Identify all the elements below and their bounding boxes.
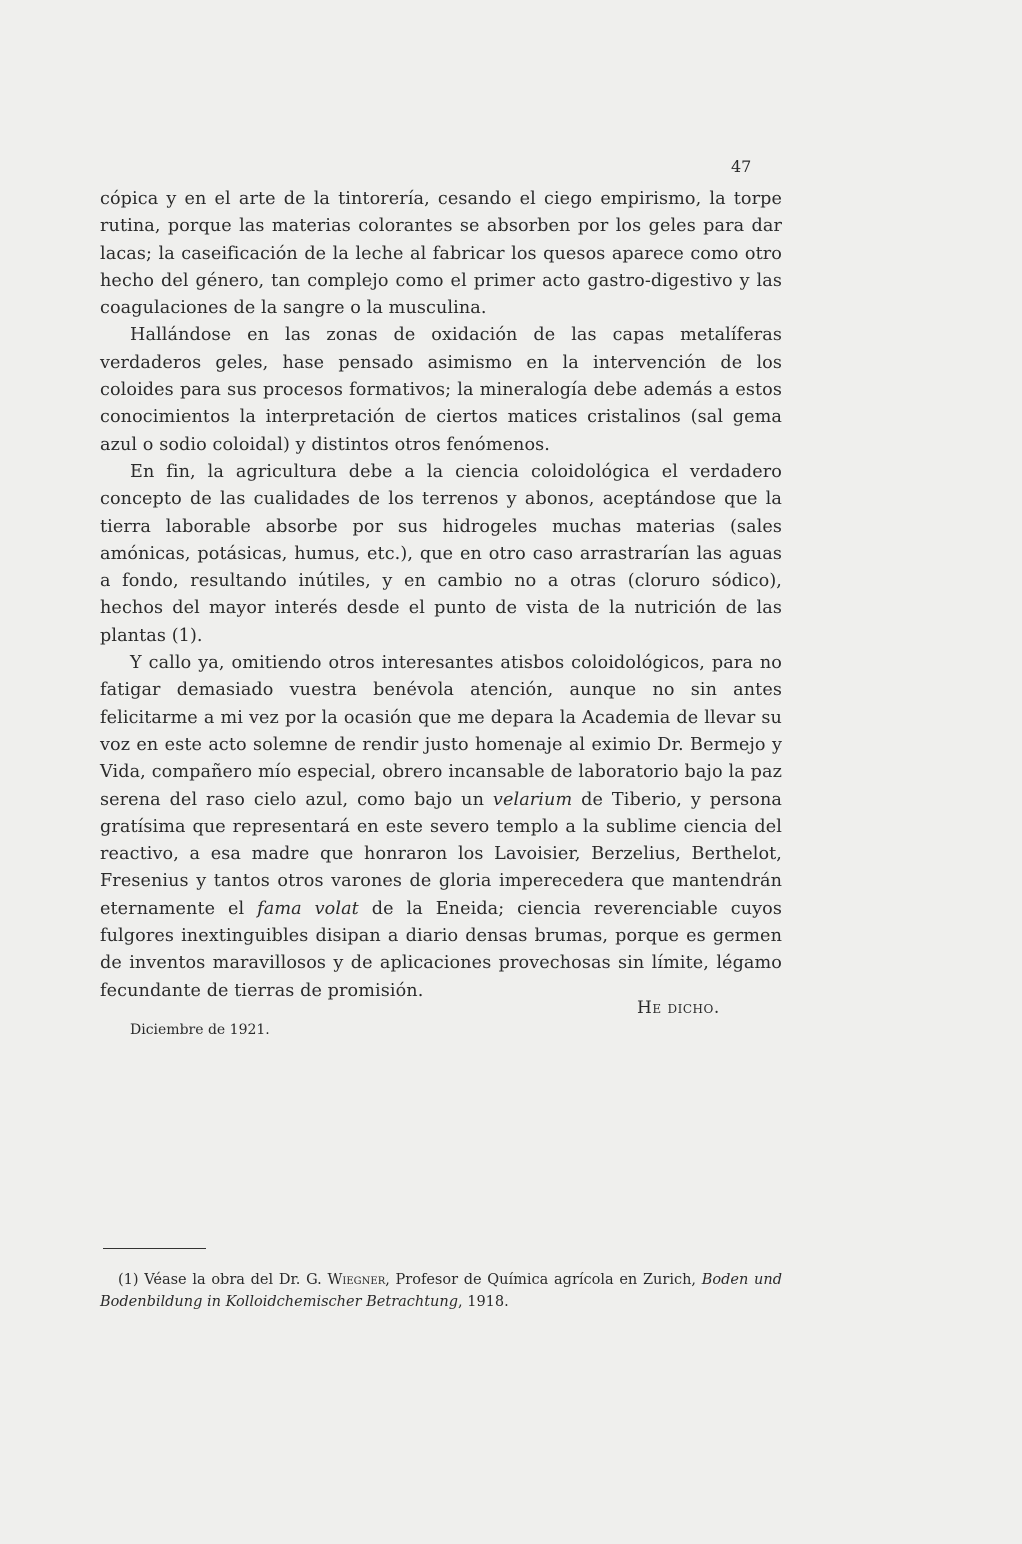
- footnote-author: Wiegner: [327, 1272, 386, 1288]
- footnote-divider: [103, 1248, 206, 1249]
- body-text: [100, 186, 782, 1005]
- page-number: 47: [731, 157, 752, 176]
- signature: He dicho.: [637, 998, 720, 1018]
- paragraph: [100, 650, 782, 1005]
- footnote-book-title: Boden und Bodenbildung in Kolloidchemischer Betrachtung: [100, 1272, 783, 1310]
- date-line: Diciembre de 1921.: [130, 1022, 270, 1038]
- text-run: de la Eneida; ciencia reverenciable cuyos fulgores inextinguibles disipan a diario densas brumas, porque es germen de inventos maravillosos y de aplicaciones provechosas sin límite, légamo fecundante de tierras de promisión.: [100, 898, 782, 1001]
- footnote-mid: , Profesor de Química agrícola en Zurich,: [385, 1272, 702, 1288]
- paragraph: [100, 459, 782, 650]
- paragraph: [100, 186, 782, 322]
- text-run: Hallándose en las zonas de oxidación de las capas metalíferas verdaderos geles, hase pensado asimismo en la intervención de los coloides para sus procesos formativos; la mineralogía debe además a estos conocimientos la interpretación de ciertos matices cristalinos (sal gema azul o sodio coloidal) y distintos otros fenómenos.: [100, 325, 782, 455]
- text-run: de Tiberio, y persona gratísima que representará en este severo templo a la sublime ciencia del reactivo, a esa madre que honraron los Lavoisier, Berzelius, Berthelot, Fresenius y tantos otros varones de gloria imperecedera que mantendrán eternamente el: [100, 789, 782, 919]
- footnote-tail: , 1918.: [458, 1294, 509, 1310]
- footnote-lead: (1) Véase la obra del Dr. G.: [118, 1272, 328, 1288]
- text-run: cópica y en el arte de la tintorería, cesando el ciego empirismo, la torpe rutina, porque las materias colorantes se absorben por los geles para dar lacas; la caseificación de la leche al fabricar los quesos aparece como otro hecho del género, tan complejo como el primer acto gastro-digestivo y las coagulaciones de la sangre o la musculina.: [100, 189, 782, 319]
- footnote: [100, 1269, 782, 1313]
- text-run: En fin, la agricultura debe a la ciencia coloidológica el verdadero concepto de las cualidades de los terrenos y abonos, aceptándose que la tierra laborable absorbe por sus hidrogeles muchas materias (sales amónicas, potásicas, humus, etc.), que en otro caso arrastrarían las aguas a fondo, resultando inútiles, y en cambio no a otras (cloruro sódico), hechos del mayor interés desde el punto de vista de la nutrición de las plantas (1).: [100, 461, 782, 646]
- italic-phrase: fama volat: [257, 898, 359, 919]
- italic-phrase: velarium: [492, 789, 573, 810]
- paragraph: [100, 322, 782, 458]
- text-run: Y callo ya, omitiendo otros interesantes atisbos coloidológicos, para no fatigar demasiado vuestra benévola atención, aunque no sin antes felicitarme a mi vez por la ocasión que me depara la Academia de llevar su voz en este acto solemne de rendir justo homenaje al eximio Dr. Bermejo y Vida, compañero mío especial, obrero incansable de laboratorio bajo la paz serena del raso cielo azul, como bajo un: [100, 653, 782, 810]
